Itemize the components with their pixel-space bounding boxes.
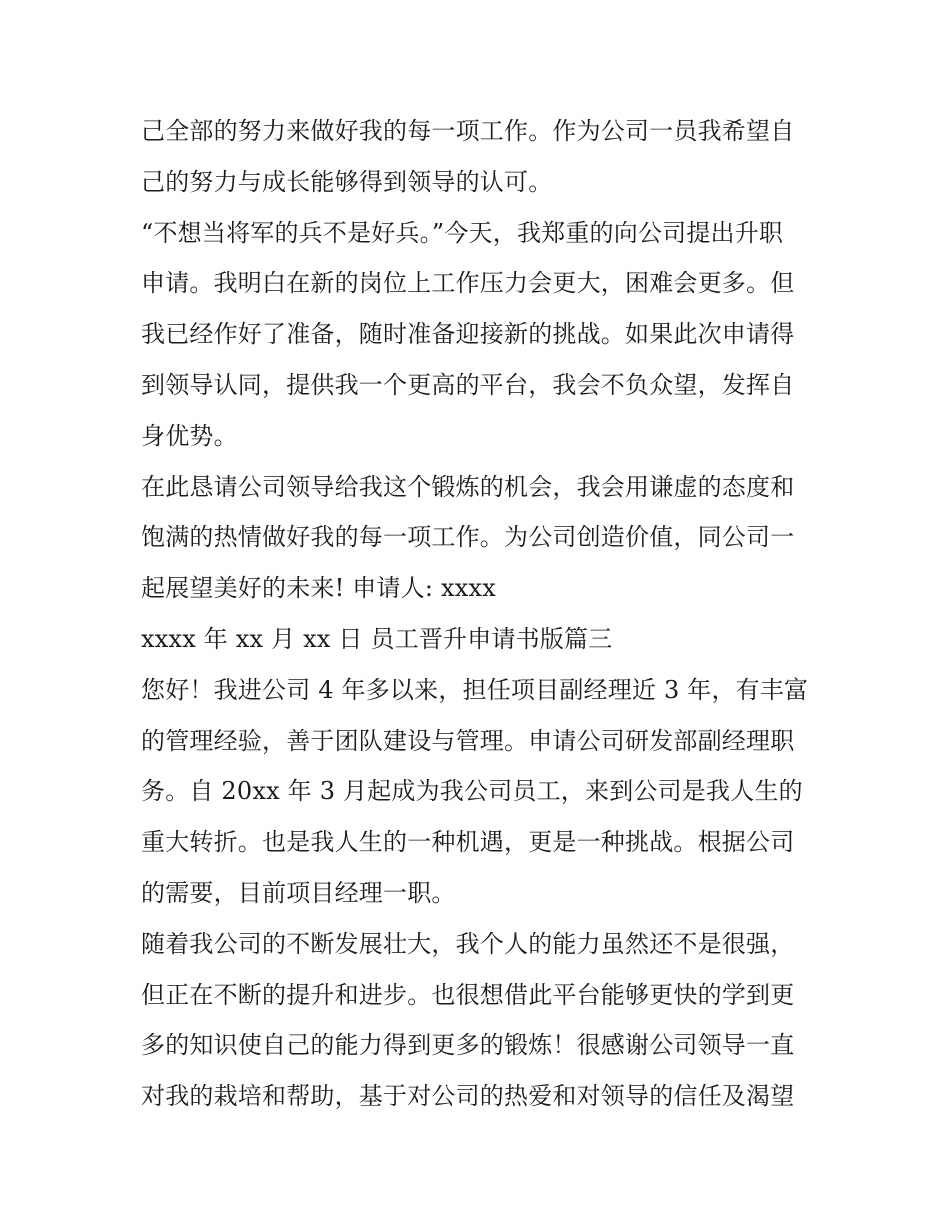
text-line: 起展望美好的未来! 申请人: xxxx bbox=[141, 574, 496, 603]
text-line: 的需要，目前项目经理一职。 bbox=[141, 878, 456, 907]
text-line: 申请。我明白在新的岗位上工作压力会更大，困难会更多。但 bbox=[141, 269, 795, 298]
section-heading-line: xxxx 年 xx 月 xx 日 员工晋升申请书版篇三 bbox=[141, 624, 613, 653]
text-line: 随着我公司的不断发展壮大，我个人的能力虽然还不是很强， bbox=[141, 929, 795, 958]
text-line: 己的努力与成长能够得到领导的认可。 bbox=[141, 167, 553, 196]
text-line: 务。自 20xx 年 3 月起成为我公司员工，来到公司是我人生的 bbox=[141, 777, 803, 806]
text-line: 多的知识使自己的能力得到更多的锻炼！很感谢公司领导一直 bbox=[141, 1031, 795, 1060]
text-line: 饱满的热情做好我的每一项工作。为公司创造价值，同公司一 bbox=[141, 523, 795, 552]
text-line: 己全部的努力来做好我的每一项工作。作为公司一员我希望自 bbox=[141, 117, 795, 145]
text-line: 但正在不断的提升和进步。也很想借此平台能够更快的学到更 bbox=[141, 980, 795, 1009]
text-line: 到领导认同，提供我一个更高的平台，我会不负众望，发挥自 bbox=[141, 370, 795, 399]
document-body bbox=[141, 106, 821, 1122]
text-line: 对我的栽培和帮助，基于对公司的热爱和对领导的信任及渴望 bbox=[141, 1082, 795, 1111]
text-line: 身优势。 bbox=[141, 421, 238, 450]
text-line: “不想当将军的兵不是好兵。”今天，我郑重的向公司提出升职 bbox=[141, 218, 784, 247]
text-line: 的管理经验，善于团队建设与管理。申请公司研发部副经理职 bbox=[141, 726, 795, 755]
text-line: 在此恳请公司领导给我这个锻炼的机会，我会用谦虚的态度和 bbox=[141, 472, 795, 501]
text-line: 您好！我进公司 4 年多以来，担任项目副经理近 3 年，有丰富 bbox=[141, 675, 809, 704]
text-line: 我已经作好了准备，随时准备迎接新的挑战。如果此次申请得 bbox=[141, 320, 795, 349]
text-line: 重大转折。也是我人生的一种机遇，更是一种挑战。根据公司 bbox=[141, 828, 795, 857]
